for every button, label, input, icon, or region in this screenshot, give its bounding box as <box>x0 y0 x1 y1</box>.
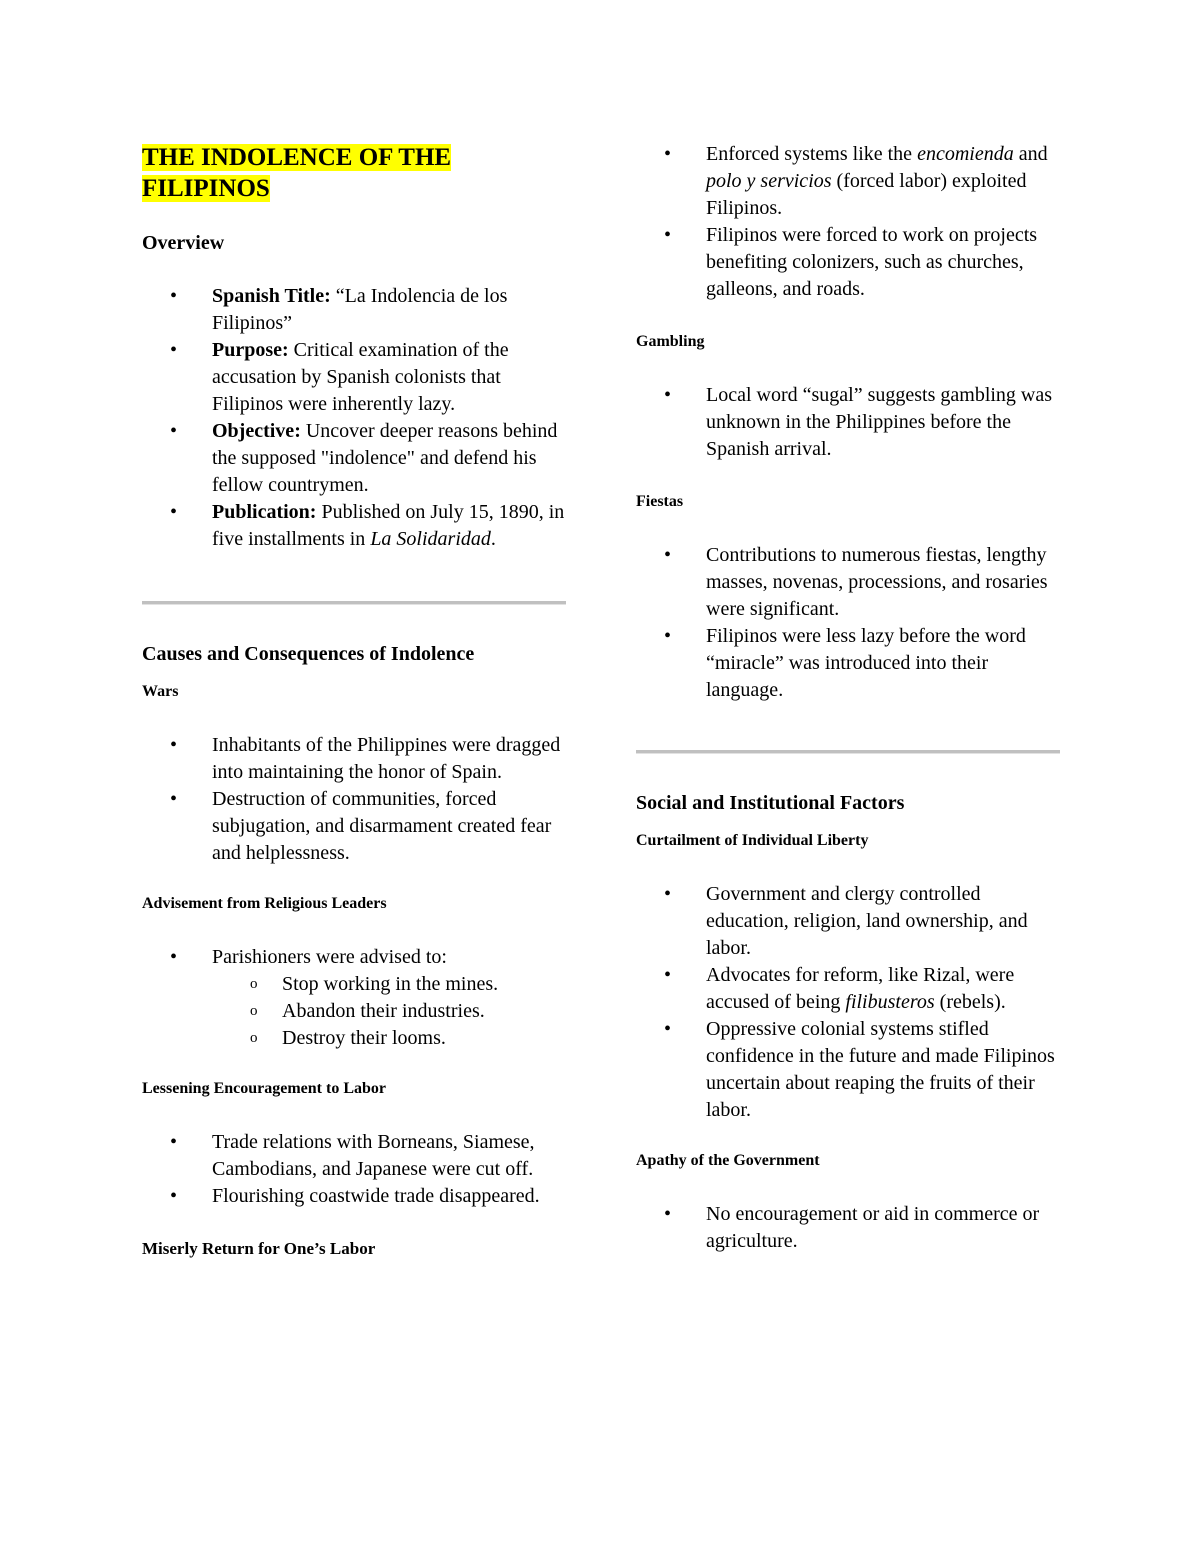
item-label: Spanish Title: <box>212 285 331 307</box>
list-item: • Filipinos were less lazy before the word “miracle” was introduced into their language. <box>636 623 1064 704</box>
list-item: • Trade relations with Borneans, Siamese, Cambodians, and Japanese were cut off. <box>142 1129 570 1183</box>
list-item <box>142 283 570 337</box>
religious-list <box>142 944 570 1052</box>
list-item: • Local word “sugal” suggests gambling was unknown in the Philippines before the Spanish arrival. <box>636 382 1064 463</box>
list-item <box>636 141 1064 222</box>
gambling-list <box>636 382 1064 463</box>
apathy-list <box>636 1201 1064 1255</box>
italic-term: filibusteros <box>845 991 935 1013</box>
wars-list <box>142 732 570 867</box>
italic-term: encomienda <box>917 143 1014 165</box>
causes-heading: Causes and Consequences of Indolence <box>142 643 475 665</box>
lessening-list <box>142 1129 570 1210</box>
list-item: • Oppressive colonial systems stifled confidence in the future and made Filipinos uncertain about reaping the fruits of their labor. <box>636 1016 1064 1124</box>
item-text: Parishioners were advised to: <box>212 946 447 968</box>
italic-term: polo y servicios <box>706 170 832 192</box>
list-item <box>142 418 570 499</box>
list-item <box>142 499 570 553</box>
horizontal-rule <box>142 601 566 605</box>
sub-list-item: o Stop working in the mines. <box>212 971 570 998</box>
left-column <box>142 142 570 1260</box>
wars-heading: Wars <box>142 683 179 700</box>
list-item <box>142 944 570 1052</box>
sub-list-item: o Destroy their looms. <box>212 1025 570 1052</box>
item-label: Objective: <box>212 420 301 442</box>
item-text: (rebels). <box>934 991 1006 1013</box>
item-text: Enforced systems like the <box>706 143 918 165</box>
list-item: • Inhabitants of the Philippines were dragged into maintaining the honor of Spain. <box>142 732 570 786</box>
list-item: • Contributions to numerous fiestas, lengthy masses, novenas, processions, and rosaries were significant. <box>636 542 1064 623</box>
fiestas-list <box>636 542 1064 704</box>
list-item: • Filipinos were forced to work on projects benefiting colonizers, such as churches, galleons, and roads. <box>636 222 1064 303</box>
sub-list <box>212 971 570 1052</box>
horizontal-rule <box>636 750 1060 754</box>
item-label: Publication: <box>212 501 317 523</box>
highlighted-title: THE INDOLENCE OF THE FILIPINOS <box>142 144 452 202</box>
list-item: • Flourishing coastwide trade disappeared. <box>142 1183 570 1210</box>
religious-heading: Advisement from Religious Leaders <box>142 895 387 912</box>
overview-heading: Overview <box>142 232 225 254</box>
miserly-list <box>636 141 1064 303</box>
item-text: (forced labor) exploited Filipinos. <box>706 170 1027 219</box>
liberty-list <box>636 881 1064 1124</box>
list-item: • Government and clergy controlled education, religion, land ownership, and labor. <box>636 881 1064 962</box>
apathy-heading: Apathy of the Government <box>636 1152 820 1169</box>
miserly-heading: Miserly Return for One’s Labor <box>142 1239 376 1258</box>
item-text: Critical examination of the accusation by Spanish colonists that Filipinos were inherently lazy. <box>212 339 509 415</box>
fiestas-heading: Fiestas <box>636 493 684 510</box>
list-item: • Destruction of communities, forced subjugation, and disarmament created fear and helplessness. <box>142 786 570 867</box>
social-heading: Social and Institutional Factors <box>636 792 905 814</box>
document-title <box>142 142 570 204</box>
item-text: “La Indolencia de los Filipinos” <box>212 285 508 334</box>
list-item <box>142 337 570 418</box>
item-text: Published on July 15, 1890, in five installments in <box>212 501 565 550</box>
publication-name: La Solidaridad <box>370 528 491 550</box>
item-text: . <box>490 528 496 550</box>
list-item <box>636 962 1064 1016</box>
liberty-heading: Curtailment of Individual Liberty <box>636 832 869 849</box>
list-item: • No encouragement or aid in commerce or agriculture. <box>636 1201 1064 1255</box>
gambling-heading: Gambling <box>636 333 705 350</box>
item-label: Purpose: <box>212 339 289 361</box>
item-text: Advocates for reform, like Rizal, were accused of being <box>706 964 1015 1013</box>
right-column <box>636 141 1064 1255</box>
overview-list <box>142 283 570 553</box>
item-text: and <box>1013 143 1048 165</box>
sub-list-item: o Abandon their industries. <box>212 998 570 1025</box>
item-text: Uncover deeper reasons behind the supposed "indolence" and defend his fellow countrymen. <box>212 420 558 496</box>
lessening-heading: Lessening Encouragement to Labor <box>142 1080 386 1097</box>
